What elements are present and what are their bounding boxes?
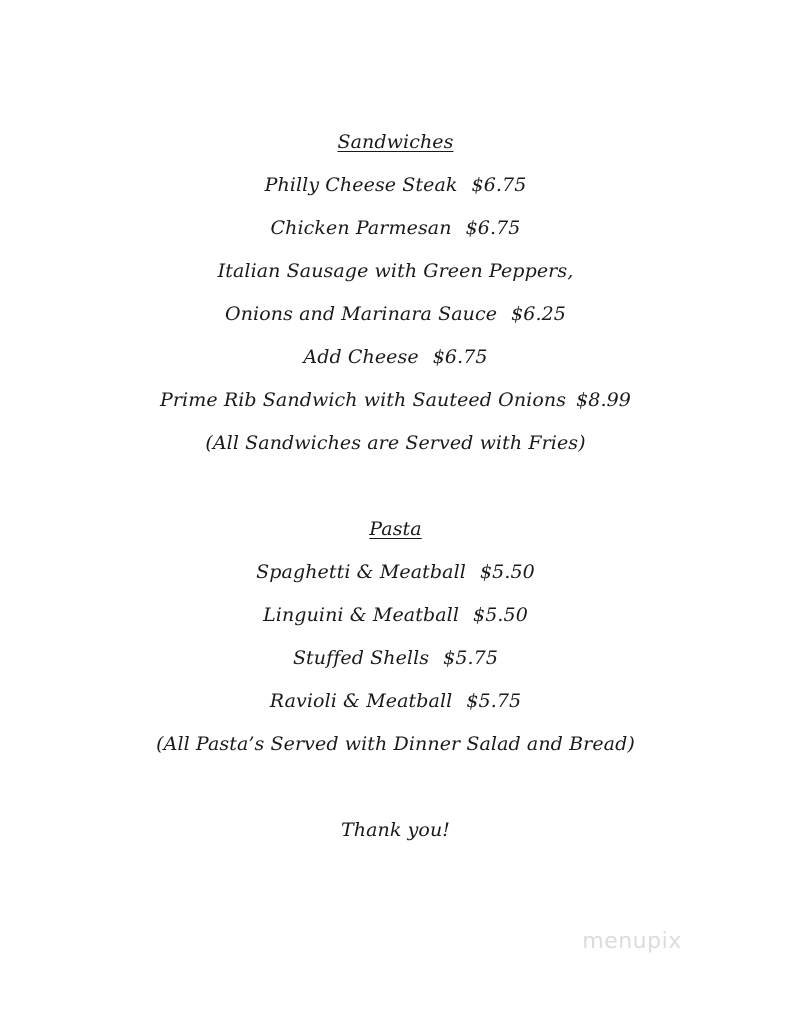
menu-item bbox=[0, 388, 791, 412]
menu-item-name: Stuffed Shells bbox=[292, 647, 430, 669]
sandwiches-heading: Sandwiches bbox=[337, 131, 454, 153]
menu-item bbox=[0, 216, 791, 240]
menu-item-name: Prime Rib Sandwich with Sauteed Onions bbox=[159, 389, 567, 411]
menu-item-price: $5.75 bbox=[443, 647, 499, 669]
menu-item-price: $5.75 bbox=[466, 690, 522, 712]
menu-item bbox=[0, 603, 791, 627]
menu-item-price: $6.75 bbox=[432, 346, 488, 368]
menu-item bbox=[0, 646, 791, 670]
menu-item bbox=[0, 689, 791, 713]
pasta-note: (All Pasta’s Served with Dinner Salad and Bread) bbox=[156, 733, 635, 755]
menu-item-name: Onions and Marinara Sauce bbox=[225, 303, 498, 325]
menu-item-name: Spaghetti & Meatball bbox=[256, 561, 466, 583]
watermark-logo: menupix bbox=[582, 928, 682, 954]
menu-item-name: Add Cheese bbox=[303, 346, 419, 368]
menu-item bbox=[0, 345, 791, 369]
menu-item-price: $6.25 bbox=[511, 303, 566, 325]
menu-item-name: Italian Sausage with Green Peppers, bbox=[217, 260, 574, 282]
menu-item bbox=[0, 560, 791, 584]
sandwiches-note: (All Sandwiches are Served with Fries) bbox=[205, 432, 586, 454]
menu-item-price: $5.50 bbox=[473, 604, 528, 626]
menu-item-price: $8.99 bbox=[576, 389, 631, 411]
menu-item-price: $5.50 bbox=[479, 561, 535, 583]
menu-item-name: Philly Cheese Steak bbox=[264, 174, 458, 196]
closing-text: Thank you! bbox=[340, 819, 451, 841]
menu-item-name: Linguini & Meatball bbox=[263, 604, 459, 626]
menu-item-name: Ravioli & Meatball bbox=[269, 690, 453, 712]
menu-item bbox=[0, 302, 791, 326]
pasta-heading: Pasta bbox=[369, 518, 422, 540]
menu-item-price: $6.75 bbox=[465, 217, 521, 239]
menu-item bbox=[0, 259, 791, 283]
menu-item bbox=[0, 173, 791, 197]
menu-item-name: Chicken Parmesan bbox=[270, 217, 452, 239]
menu-item-price: $6.75 bbox=[471, 174, 527, 196]
